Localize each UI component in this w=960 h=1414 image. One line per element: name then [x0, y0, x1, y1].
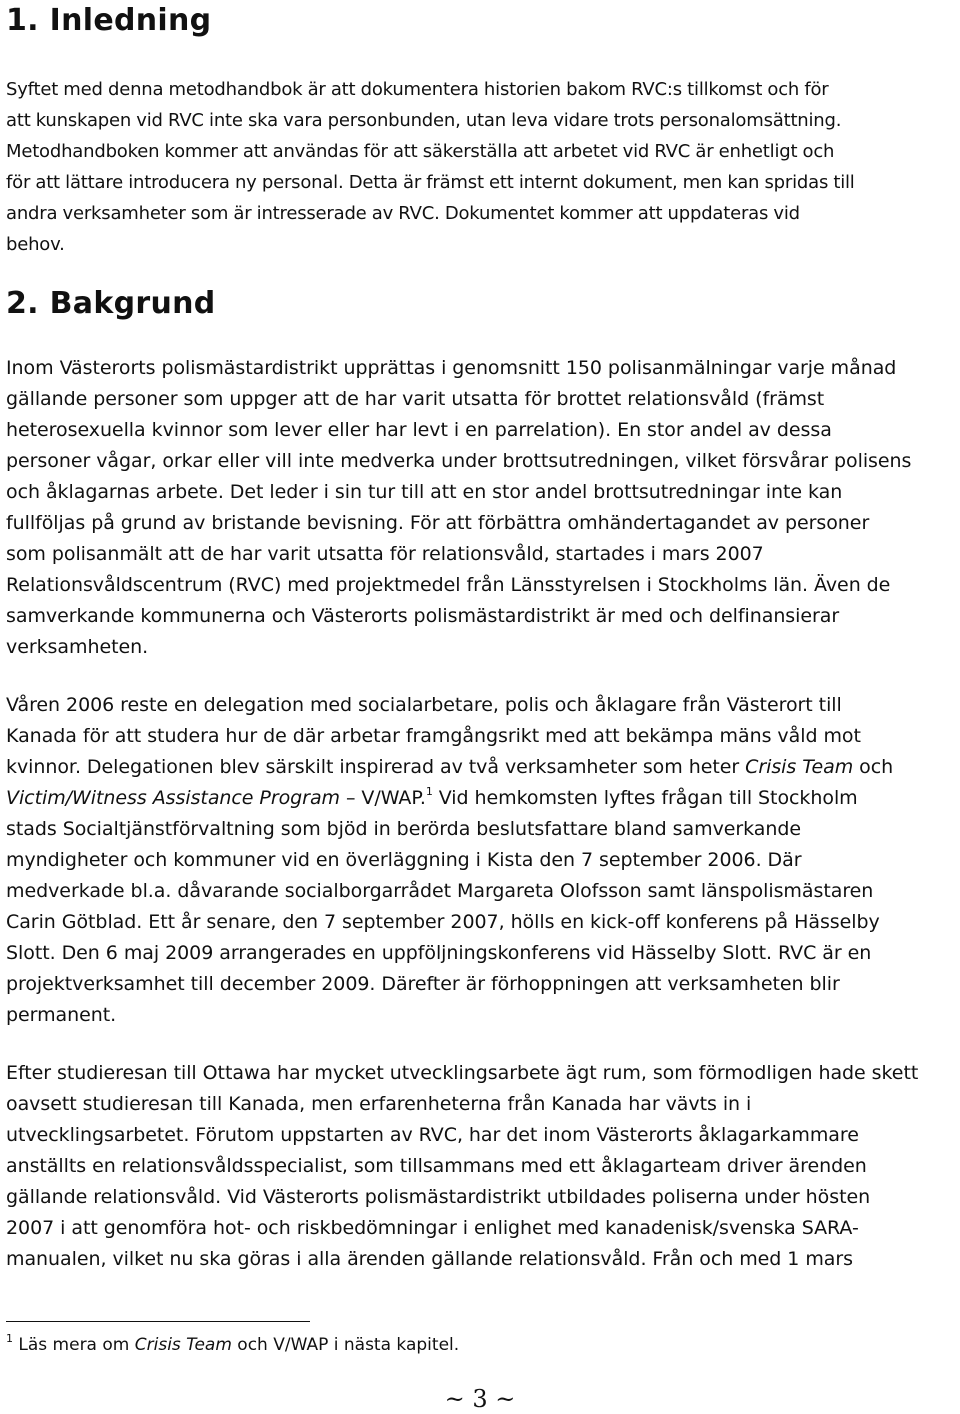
- text-line: Syftet med denna metodhandbok är att dokumentera historien bakom RVC:s tillkomst och för: [6, 79, 829, 100]
- text-segment: Vid hemkomsten lyftes frågan till Stockholm: [432, 787, 858, 809]
- text-segment: – V/WAP.: [340, 787, 426, 809]
- text-line: och åklagarnas arbete. Det leder i sin tur till att en stor andel brottsutredningar inte kan: [6, 481, 843, 503]
- text-segment: kvinnor. Delegationen blev särskilt inspirerad av två verksamheter som heter: [6, 756, 746, 778]
- text-line: fullföljas på grund av bristande bevisning. För att förbättra omhändertagandet av personer: [6, 512, 870, 534]
- section-heading-inledning: 1. Inledning: [6, 3, 212, 38]
- text-line: Inom Västerorts polismästardistrikt upprättas i genomsnitt 150 polisanmälningar varje månad: [6, 357, 897, 379]
- text-line: verksamheten.: [6, 636, 149, 658]
- text-line: Relationsvåldscentrum (RVC) med projektmedel från Länsstyrelsen i Stockholms län. Även de: [6, 574, 891, 596]
- text-line: Kanada för att studera hur de där arbetar framgångsrikt med att bekämpa mäns våld mot: [6, 725, 861, 747]
- text-line: att kunskapen vid RVC inte ska vara personbunden, utan leva vidare trots personalomsättning.: [6, 110, 842, 131]
- background-paragraph-1: [6, 353, 956, 663]
- text-line: behov.: [6, 234, 65, 255]
- text-line: manualen, vilket nu ska göras i alla ärenden gällande relationsvåld. Från och med 1 mars: [6, 1248, 853, 1270]
- text-line: Carin Götblad. Ett år senare, den 7 september 2007, hölls en kick-off konferens på Hässelby: [6, 911, 880, 933]
- text-line: permanent.: [6, 1004, 117, 1026]
- footnote-reference[interactable]: 1: [425, 784, 433, 798]
- background-paragraph-3: [6, 1058, 956, 1275]
- background-paragraph-2: [6, 690, 956, 1031]
- program-name-italic: Crisis Team: [745, 756, 854, 778]
- text-line: [6, 783, 956, 814]
- section-heading-bakgrund: 2. Bakgrund: [6, 286, 216, 321]
- text-line: stads Socialtjänstförvaltning som bjöd in berörda beslutsfattare bland samverkande: [6, 818, 802, 840]
- text-line: Metodhandboken kommer att användas för att säkerställa att arbetet vid RVC är enhetligt och: [6, 141, 835, 162]
- footnote-number: 1: [6, 1332, 13, 1346]
- text-line: samverkande kommunerna och Västerorts polismästardistrikt är med och delfinansierar: [6, 605, 840, 627]
- footnote-separator: [6, 1321, 310, 1322]
- text-line: myndigheter och kommuner vid en överläggning i Kista den 7 september 2006. Där: [6, 849, 802, 871]
- document-page: [6, 0, 956, 1275]
- program-name-italic: Victim/Witness Assistance Program: [6, 787, 340, 809]
- text-line: anställts en relationsvåldsspecialist, som tillsammans med ett åklagarteam driver ärenden: [6, 1155, 867, 1177]
- footnote-text: och V/WAP i nästa kapitel.: [231, 1335, 460, 1355]
- text-line: oavsett studieresan till Kanada, men erfarenheterna från Kanada har vävts in i: [6, 1093, 752, 1115]
- intro-paragraph: [6, 74, 956, 260]
- text-line: personer vågar, orkar eller vill inte medverka under brottsutredningen, vilket försvårar polisens: [6, 450, 912, 472]
- footnote: [6, 1333, 459, 1357]
- text-line: Slott. Den 6 maj 2009 arrangerades en uppföljningskonferens vid Hässelby Slott. RVC är en: [6, 942, 872, 964]
- text-segment: och: [853, 756, 894, 778]
- text-line: för att lättare introducera ny personal. Detta är främst ett internt dokument, men kan spridas till: [6, 172, 855, 193]
- text-line: projektverksamhet till december 2009. Därefter är förhoppningen att verksamheten blir: [6, 973, 840, 995]
- text-line: gällande personer som uppger att de har varit utsatta för brottet relationsvåld (främst: [6, 388, 825, 410]
- text-line: Efter studieresan till Ottawa har mycket utvecklingsarbete ägt rum, som förmodligen hade skett: [6, 1062, 919, 1084]
- footnote-text: Läs mera om: [13, 1335, 135, 1355]
- text-line: andra verksamheter som är intresserade av RVC. Dokumentet kommer att uppdateras vid: [6, 203, 800, 224]
- text-line: [6, 752, 956, 783]
- text-line: gällande relationsvåld. Vid Västerorts polismästardistrikt utbildades poliserna under hösten: [6, 1186, 871, 1208]
- text-line: 2007 i att genomföra hot- och riskbedömningar i enlighet med kanadenisk/svenska SARA-: [6, 1217, 859, 1239]
- text-line: utvecklingsarbetet. Förutom uppstarten av RVC, har det inom Västerorts åklagarkammare: [6, 1124, 859, 1146]
- text-line: Våren 2006 reste en delegation med socialarbetare, polis och åklagare från Västerort till: [6, 694, 842, 716]
- text-line: heterosexuella kvinnor som lever eller har levt i en parrelation). En stor andel av dessa: [6, 419, 832, 441]
- footnote-italic: Crisis Team: [134, 1335, 232, 1355]
- text-line: medverkade bl.a. dåvarande socialborgarrådet Margareta Olofsson samt länspolismästaren: [6, 880, 874, 902]
- text-line: som polisanmält att de har varit utsatta för relationsvåld, startades i mars 2007: [6, 543, 764, 565]
- page-number: ~ 3 ~: [444, 1385, 516, 1413]
